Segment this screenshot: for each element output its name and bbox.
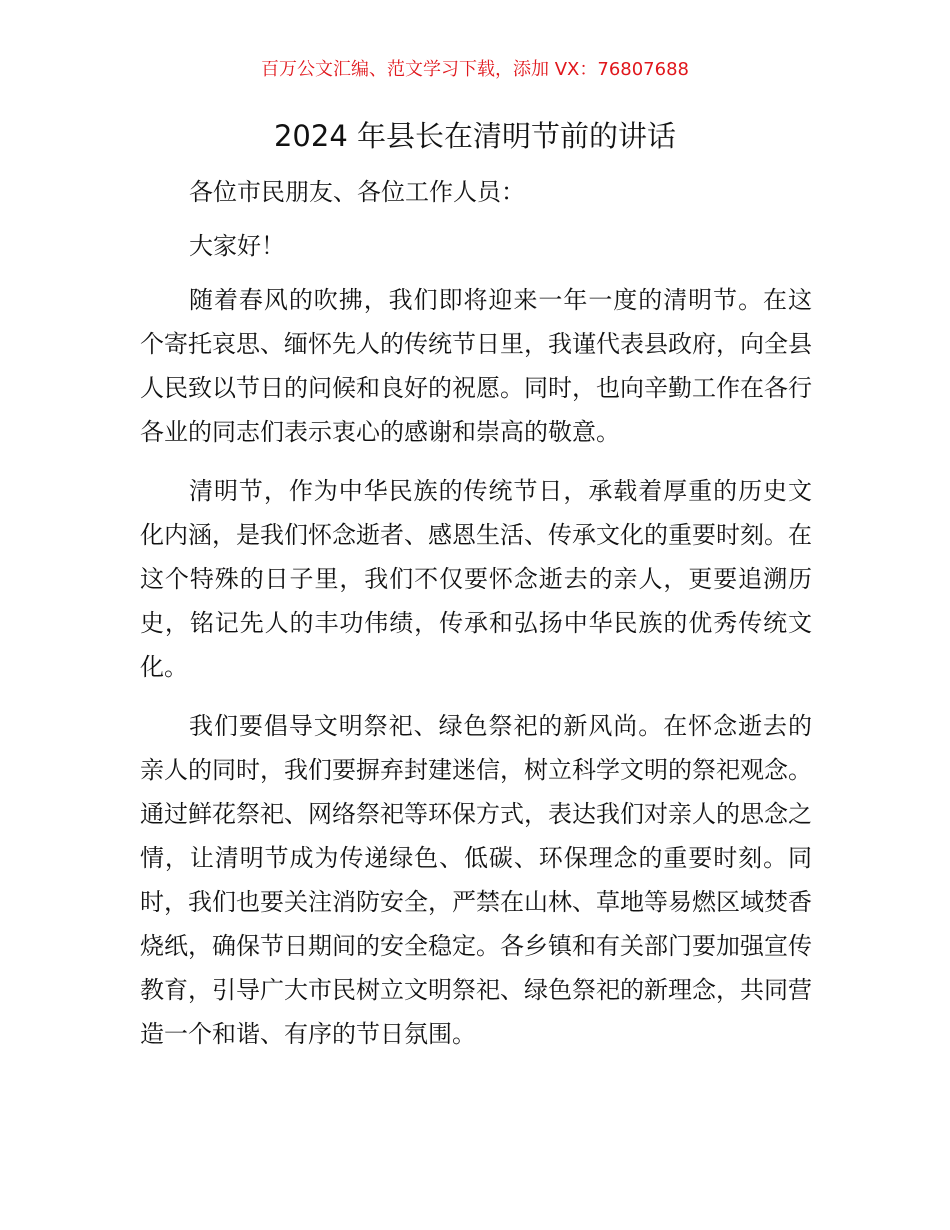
greeting: 大家好！	[189, 232, 285, 260]
paragraph-1: 随着春风的吹拂，我们即将迎来一年一度的清明节。在这个寄托哀思、缅怀先人的传统节日里，我谨代表县政府，向全县人民致以节日的问候和良好的祝愿。同时，也向辛勤工作在各行各业的同志们表示衷心的感谢和崇高的敬意。	[140, 286, 812, 446]
paragraph-2: 清明节，作为中华民族的传统节日，承载着厚重的历史文化内涵，是我们怀念逝者、感恩生活、传承文化的重要时刻。在这个特殊的日子里，我们不仅要怀念逝去的亲人，更要追溯历史，铭记先人的丰功伟绩，传承和弘扬中华民族的优秀传统文化。	[140, 477, 812, 681]
salutation: 各位市民朋友、各位工作人员：	[189, 178, 525, 206]
header-watermark-note: 百万公文汇编、范文学习下载，添加 VX：76807688	[261, 59, 689, 80]
page-title: 2024 年县长在清明节前的讲话	[273, 119, 677, 153]
paragraph-3: 我们要倡导文明祭祀、绿色祭祀的新风尚。在怀念逝去的亲人的同时，我们要摒弃封建迷信，树立科学文明的祭祀观念。通过鲜花祭祀、网络祭祀等环保方式，表达我们对亲人的思念之情，让清明节成为传递绿色、低碳、环保理念的重要时刻。同时，我们也要关注消防安全，严禁在山林、草地等易燃区域焚香烧纸，确保节日期间的安全稳定。各乡镇和有关部门要加强宣传教育，引导广大市民树立文明祭祀、绿色祭祀的新理念，共同营造一个和谐、有序的节日氛围。	[140, 712, 812, 1048]
document-body	[140, 170, 812, 1071]
